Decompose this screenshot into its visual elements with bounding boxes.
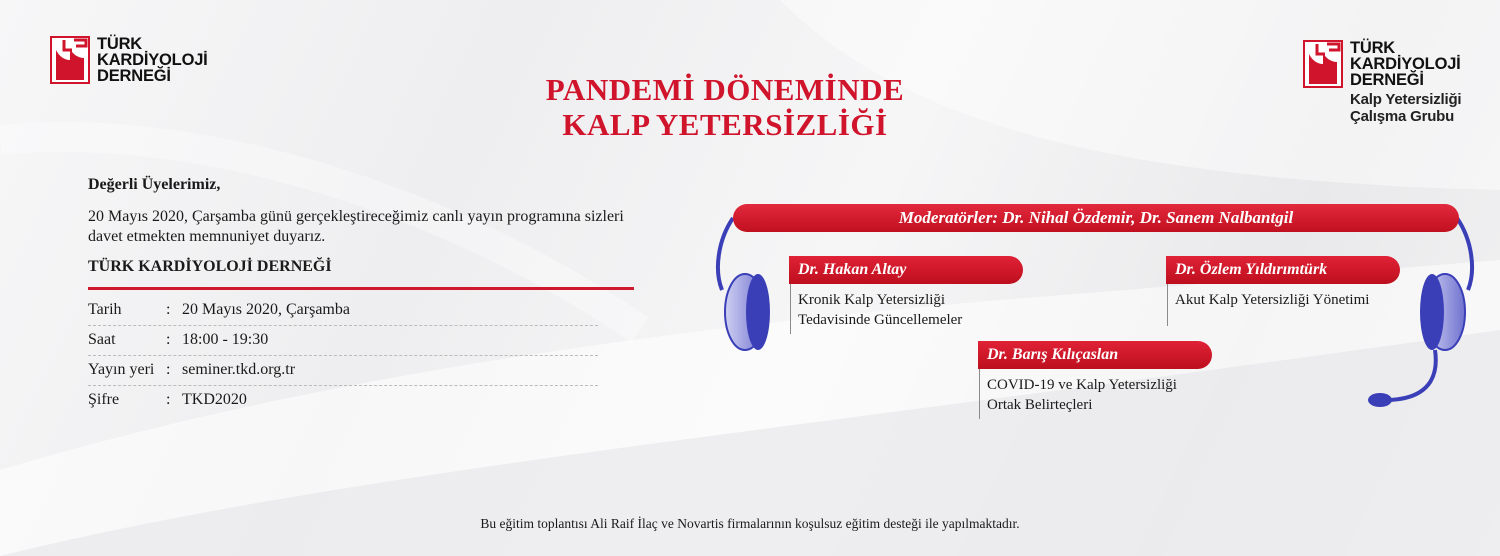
info-row-time (88, 325, 598, 356)
info-label: Tarih (88, 301, 122, 318)
speaker-card (978, 341, 1212, 419)
intro-text: 20 Mayıs 2020, Çarşamba günü gerçekleştireceğimiz canlı yayın programına sizleri davet etmekten memnuniyet duyarız. (88, 208, 624, 245)
speaker-topic (1167, 284, 1400, 326)
logo-left-line2: KARDİYOLOJİ (97, 51, 208, 69)
logo-right-line3: DERNEĞİ (1350, 71, 1424, 89)
moderators-bar: Moderatörler: Dr. Nihal Özdemir, Dr. Sanem Nalbantgil (733, 204, 1459, 232)
logo-left-line1: TÜRK (97, 35, 143, 53)
speaker-topic-line1: Akut Kalp Yetersizliği Yönetimi (1175, 292, 1370, 308)
speaker-topic-line2: Ortak Belirteçleri (987, 397, 1093, 413)
logo-left-line3: DERNEĞİ (97, 67, 171, 85)
greeting: Değerli Üyelerimiz, (88, 176, 221, 193)
speaker-topic (790, 284, 1023, 334)
info-row-password (88, 385, 598, 415)
speaker-card (789, 256, 1023, 334)
info-colon: : (166, 301, 171, 318)
event-title-line2: KALP YETERSİZLİĞİ (562, 107, 888, 142)
info-label: Şifre (88, 391, 120, 408)
info-colon: : (166, 331, 171, 348)
info-value-url[interactable]: seminer.tkd.org.tr (182, 361, 296, 378)
section-divider (88, 287, 634, 290)
event-title-line1: PANDEMİ DÖNEMİNDE (545, 72, 905, 107)
tkd-heart-logo-icon (50, 36, 90, 84)
logo-right-subtitle-2: Çalışma Grubu (1350, 108, 1455, 125)
speaker-topic-line1: Kronik Kalp Yetersizliği (798, 292, 946, 308)
logo-right-line2: KARDİYOLOJİ (1350, 55, 1461, 73)
info-value: 18:00 - 19:30 (182, 331, 269, 348)
speaker-topic (979, 369, 1212, 419)
info-label: Yayın yeri (88, 361, 155, 378)
logo-right-line1: TÜRK (1350, 39, 1396, 57)
info-value: 20 Mayıs 2020, Çarşamba (182, 301, 350, 318)
speaker-topic-line1: COVID-19 ve Kalp Yetersizliği (987, 377, 1177, 393)
speaker-name: Dr. Özlem Yıldırımtürk (1166, 256, 1400, 284)
info-label: Saat (88, 331, 116, 348)
speaker-card (1166, 256, 1400, 326)
speaker-name: Dr. Barış Kılıçaslan (978, 341, 1212, 369)
speaker-topic-line2: Tedavisinde Güncellemeler (798, 312, 963, 328)
tkd-logo-left (50, 36, 208, 84)
tkd-logo-right (1303, 40, 1461, 125)
info-value: TKD2020 (182, 391, 247, 408)
logo-right-subtitle-1: Kalp Yetersizliği (1350, 91, 1462, 108)
headset-left-earcup-icon (718, 218, 770, 350)
sponsor-footer: Bu eğitim toplantısı Ali Raif İlaç ve Novartis firmalarının koşulsuz eğitim desteği ile yapılmaktadır. (480, 516, 1020, 531)
info-colon: : (166, 361, 171, 378)
organization-name: TÜRK KARDİYOLOJİ DERNEĞİ (88, 258, 332, 275)
info-row-venue (88, 355, 598, 386)
speaker-name: Dr. Hakan Altay (789, 256, 1023, 284)
info-row-date (88, 295, 598, 326)
info-colon: : (166, 391, 171, 408)
event-title (490, 72, 960, 142)
tkd-heart-logo-icon (1303, 40, 1343, 88)
